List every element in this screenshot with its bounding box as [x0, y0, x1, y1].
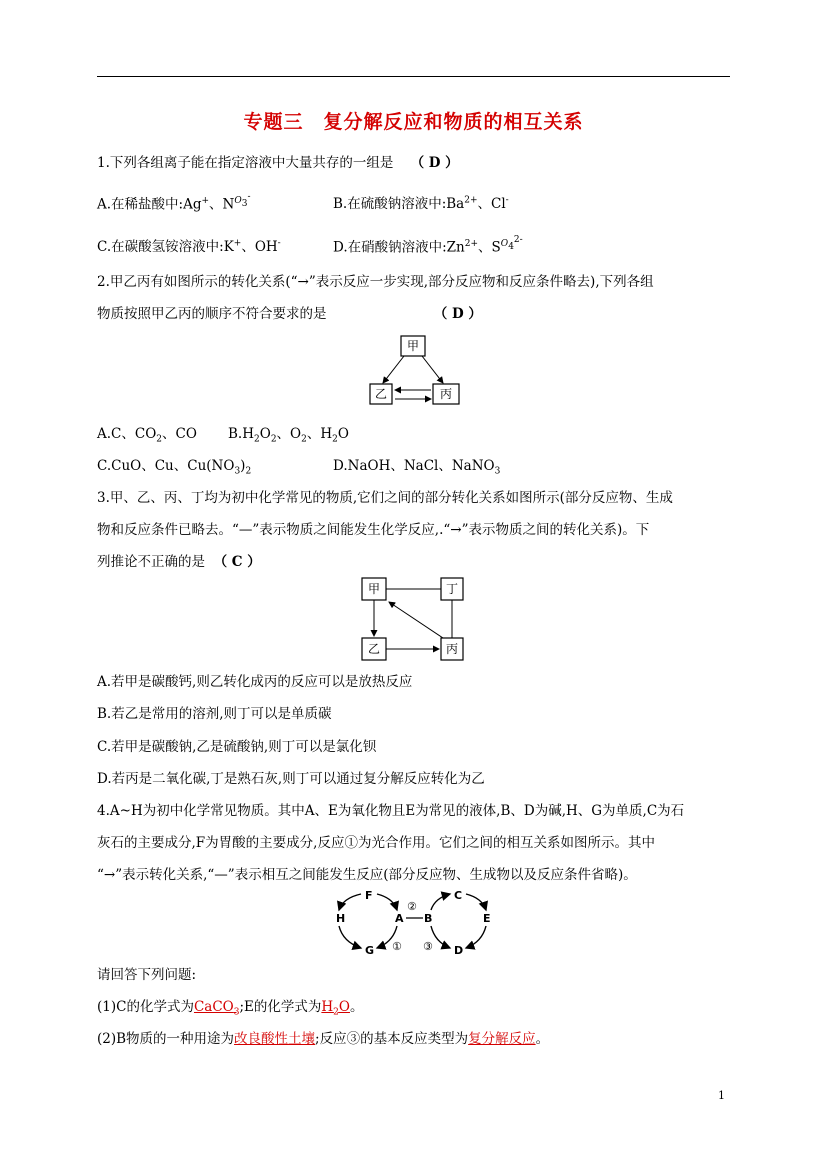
q2-diagram	[369, 335, 465, 407]
label-f: F	[365, 889, 373, 902]
q3-stem-line1: 3.甲、乙、丙、丁均为初中化学常见的物质,它们之间的部分转化关系如图所示(部分反应物、生成	[97, 490, 673, 506]
label-d: D	[454, 944, 464, 957]
q3-option-b: B.若乙是常用的溶剂,则丁可以是单质碳	[97, 706, 332, 722]
q3-stem-line3: 列推论不正确的是 （ C ）	[97, 554, 261, 570]
q2-stem-line2: 物质按照甲乙丙的顺序不符合要求的是 （ D ）	[97, 306, 482, 322]
q3-option-c: C.若甲是碳酸钠,乙是硫酸钠,则丁可以是氯化钡	[97, 739, 377, 755]
q1-option-d: D.在硝酸钠溶液中$:Zn^{2+}$、$S^{O_4^{2-}}$	[333, 235, 523, 256]
answer-e-formula: $H_2O$	[321, 999, 350, 1018]
q1-option-c: C.在碳酸氢铵溶液中:K+、OH-	[97, 238, 281, 255]
label-bing: 丙	[445, 642, 459, 656]
label-g: G	[365, 944, 375, 957]
label-reaction-1: ①	[392, 940, 402, 953]
q1-option-b: B.在硫酸钠溶液中$:Ba^{2+}$、Cl-	[333, 195, 509, 212]
answer-b-use: 改良酸性土壤	[234, 1031, 316, 1047]
label-yi: 乙	[374, 387, 388, 401]
label-reaction-2: ②	[407, 900, 417, 913]
q2-answer: （ D ）	[433, 306, 482, 322]
q3-answer: （ C ）	[213, 554, 261, 570]
header-rule	[97, 76, 730, 77]
q4-stem-line2: 灰石的主要成分,F为胃酸的主要成分,反应①为光合作用。它们之间的相互关系如图所示。其中	[97, 835, 655, 851]
label-b: B	[424, 912, 433, 925]
label-ding: 丁	[445, 582, 459, 596]
q3-option-a: A.若甲是碳酸钙,则乙转化成丙的反应可以是放热反应	[97, 674, 413, 690]
q2-option-b: $B.H_2O_2$、$O_2$、$H_2O$	[228, 426, 349, 445]
page-title: 专题三 复分解反应和物质的相互关系	[243, 111, 584, 133]
label-yi: 乙	[367, 642, 381, 656]
q2-stem-line1: 2.甲乙丙有如图所示的转化关系(“→”表示反应一步实现,部分反应物和反应条件略去),下列各组	[97, 274, 654, 290]
q4-answer-2: (2)B物质的一种用途为改良酸性土壤;反应③的基本反应类型为复分解反应。	[97, 1031, 550, 1047]
q4-answer-1: (1)C的化学式为CaCO$_3$;E的化学式为$H_2O$。	[97, 999, 364, 1018]
label-reaction-3: ③	[423, 940, 433, 953]
page-number: 1	[718, 1089, 725, 1102]
q3-stem-line2: 物和反应条件已略去。“—”表示物质之间能发生化学反应,.“→”表示物质之间的转化关系)。下	[97, 522, 650, 538]
answer-reaction-type: 复分解反应	[468, 1031, 536, 1047]
q2-option-d: D.NaOH、NaCl、NaNO$_3$	[333, 458, 501, 477]
q3-option-d: D.若丙是二氧化碳,丁是熟石灰,则丁可以通过复分解反应转化为乙	[97, 771, 485, 787]
label-jia: 甲	[406, 339, 420, 353]
q3-diagram	[361, 576, 465, 662]
q2-option-c: C.CuO、Cu、$Cu(NO_3)_2$	[97, 458, 252, 477]
label-e: E	[483, 912, 491, 925]
q4-stem-line3: “→”表示转化关系,“—”表示相互之间能发生反应(部分反应物、生成物以及反应条件省略)。	[97, 867, 637, 883]
q4-prompt: 请回答下列问题:	[97, 967, 197, 983]
label-a: A	[395, 912, 404, 925]
q1-option-a: A.在稀盐酸中:Ag+、$N^{O_3^-}$	[97, 192, 251, 213]
q1-stem: 1.下列各组离子能在指定溶液中大量共存的一组是 （ D ）	[97, 155, 459, 171]
q4-diagram	[329, 884, 499, 960]
q2-option-a: A.C、$CO_2$、CO	[97, 426, 197, 445]
label-h: H	[336, 912, 346, 925]
label-jia: 甲	[367, 582, 381, 596]
q1-answer: （ D ）	[410, 155, 459, 171]
label-c: C	[454, 889, 463, 902]
q4-stem-line1: 4.A~H为初中化学常见物质。其中A、E为氧化物且E为常见的液体,B、D为碱,H、G为单质,C为石	[97, 803, 685, 819]
answer-c-formula: CaCO$_3$	[193, 999, 240, 1018]
label-bing: 丙	[439, 387, 453, 401]
